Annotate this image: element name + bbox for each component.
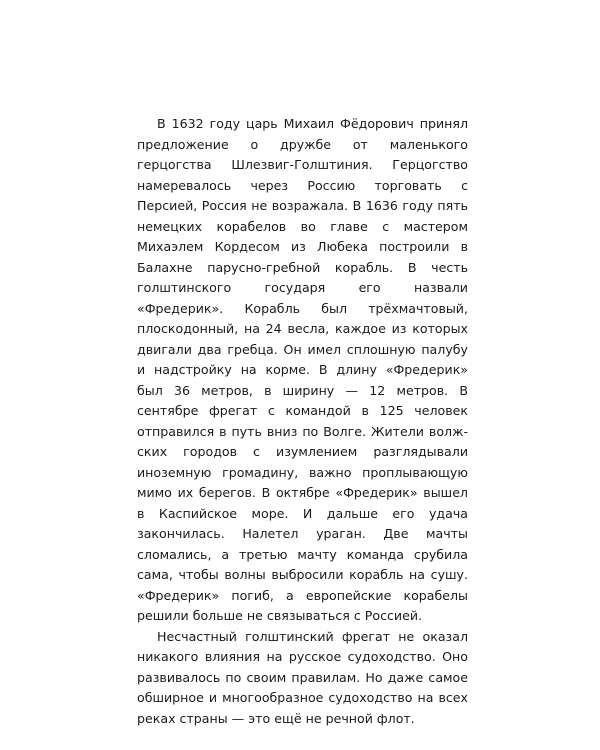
body-text: [137, 114, 468, 729]
paragraph: Несчастный голштинский фрегат не оказал никакого влияния на русское судоходство. Оно развивалось по своим правилам. Но даже самое обширное и многообразное судоходство на всех реках страны — это ещё не речной флот.: [137, 628, 468, 726]
paragraph: В 1632 году царь Михаил Фёдорович принял предложение о дружбе от маленького герцогства Шлезвиг-Голштиния. Герцогство намеревалось через Россию торговать с Персией, Россия не возражала. В 1636 году пять немецких корабелов во главе с мастером Михаэлем Кордесом из Любека построили в Балахне парусно-гребной корабль. В честь голштинского государя его назвали «Фредерик». Корабль был трёхмачтовый, плоскодонный, на 24 весла, каждое из которых двигали два гребца. Он имел сплошную палубу и надстройку на корме. В длину «Фредерик» был 36 метров, в ширину — 12 метров. В сентябре фрегат с командой в 125 человек отправился в путь вниз по Волге. Жители волжских городов с изумлением разглядывали иноземную громадину, важно проплывающую мимо их берегов. В октябре «Фредерик» вышел в Каспийское море. И дальше его удача закончилась. Налетел ураган. Две мачты сломались, а третью мачту команда срубила сама, чтобы волны выбросили корабль на сушу. «Фредерик» погиб, а европейские корабелы решили больше не связываться с Россией.: [137, 116, 468, 623]
